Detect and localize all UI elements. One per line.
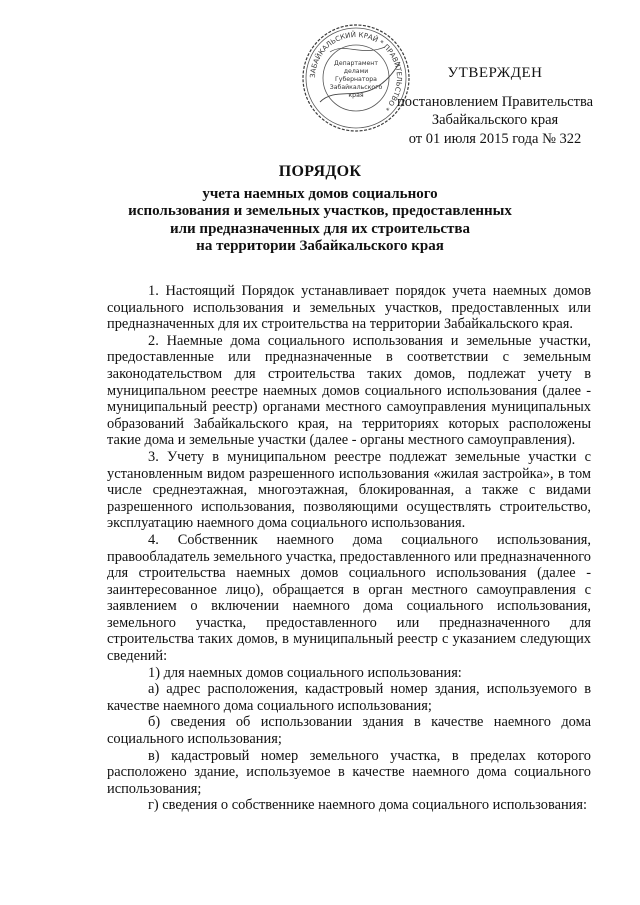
title-line-2: использования и земельных участков, предоставленных (128, 203, 512, 220)
title-line-1: учета наемных домов социального (202, 185, 438, 202)
seal-ring-text: ЗАБАЙКАЛЬСКИЙ КРАЙ * ПРАВИТЕЛЬСТВО * (308, 30, 404, 113)
paragraph-2: 2. Наемные дома социального использования и земельные участки, предоставленные или предназначенные в соответствии с земельным законодательством для строительства таких домов, подлежат учету в муниципальном реестре наемных домов социального использования (далее - муниципальный реестр) органами местного самоуправления муниципальных образований Забайкальского края, на территориях которых расположены такие дома и земельные участки (далее - органы местного самоуправления). (107, 332, 591, 449)
seal-line-4: Забайкальского (329, 84, 383, 91)
seal-line-5: края (348, 92, 364, 99)
title-main: ПОРЯДОК (278, 163, 362, 180)
approval-line-3: от 01 июля 2015 года № 322 (408, 130, 582, 147)
document-body (107, 283, 591, 814)
seal-line-1: Департамент (334, 60, 378, 67)
seal-line-2: делами (343, 68, 369, 75)
subclause-a: а) адрес расположения, кадастровый номер здания, используемого в качестве наемного дома социального использования; (107, 681, 591, 714)
document-title (70, 163, 570, 256)
paragraph-3: 3. Учету в муниципальном реестре подлежат земельные участки с установленным видом разрешенного использования «жилая застройка», в том числе среднеэтажная, многоэтажная, блокированная, а также с видами разрешенного использования, позволяющими осуществлять строительство, эксплуатацию наемного дома социального использования. (107, 448, 591, 532)
subclause-v: в) кадастровый номер земельного участка, в пределах которого расположено здание, используемое в качестве наемного дома социального использования; (107, 747, 591, 797)
paragraph-4: 4. Собственник наемного дома социального использования, правообладатель земельного участка, предоставленного или предназначенного для строительства наемных домов социального использования (далее - заинтересованное лицо), обращается в орган местного самоуправления с заявлением о включении наемного дома социального использования, земельного участка, предоставленного или предназначенного для строительства таких домов, в муниципальный реестр с указанием следующих сведений: (107, 531, 591, 665)
approval-block (390, 64, 600, 148)
subclause-g: г) сведения о собственнике наемного дома социального использования: (148, 797, 587, 814)
approval-heading: УТВЕРЖДЕН (447, 65, 543, 81)
approval-line-2: Забайкальского края (431, 112, 559, 128)
seal-line-3: Губернатора (335, 76, 377, 83)
approval-line-1: постановлением Правительства (396, 93, 594, 110)
subclause-1: 1) для наемных домов социального использования: (148, 664, 462, 681)
title-line-4: на территории Забайкальского края (196, 238, 444, 255)
paragraph-1: 1. Настоящий Порядок устанавливает порядок учета наемных домов социального использования и земельных участков, предоставленных или предназначенных для их строительства на территории Забайкальского края. (107, 283, 591, 333)
title-line-3: или предназначенных для их строительства (169, 220, 470, 237)
subclause-b: б) сведения об использовании здания в качестве наемного дома социального использования; (107, 714, 591, 748)
